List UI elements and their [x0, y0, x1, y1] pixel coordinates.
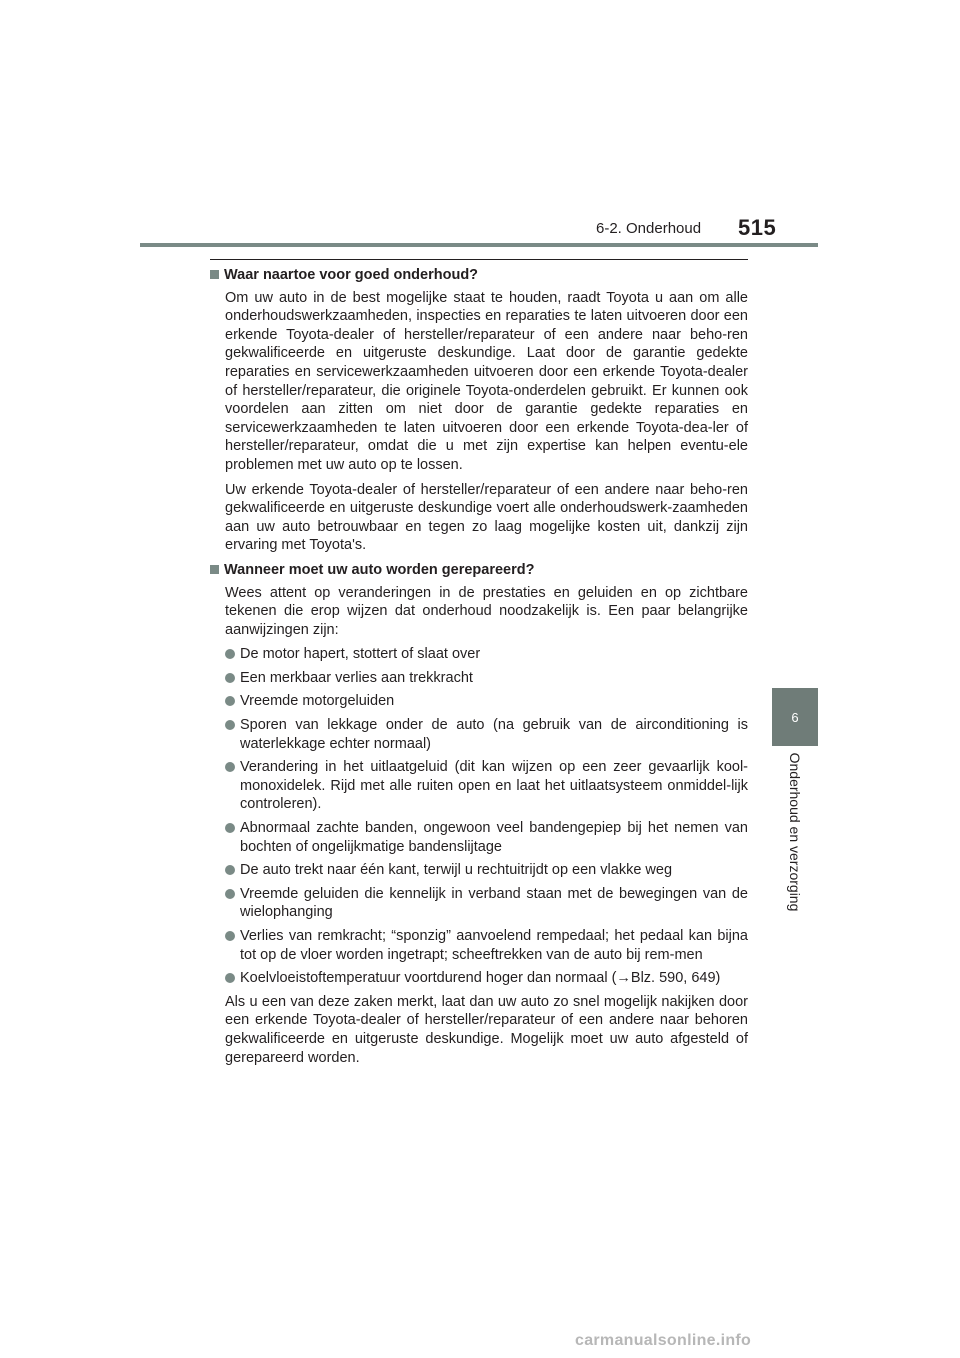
list-item-text: De auto trekt naar één kant, terwijl u rechtuitrijdt op een vlakke weg [240, 862, 673, 879]
list-item [225, 969, 748, 988]
section-heading-text: Waar naartoe voor goed onderhoud? [224, 267, 479, 283]
section-where-maintenance [210, 266, 748, 555]
section-heading-text: Wanneer moet uw auto worden gerepareerd? [224, 561, 535, 578]
circle-bullet-icon [225, 889, 235, 899]
list-item-text: Verandering in het uitlaatgeluid (dit kan wijzen op een zeer gevaarlijk kool-monoxidelek. Rijd met alle ruiten open en laat het uitlaatsysteem onmiddel-lijk controleren). [240, 759, 748, 813]
page-number: 515 [738, 215, 777, 240]
paragraph-intro: Wees attent op veranderingen in de prestaties en geluiden en op zichtbare tekenen die erop wijzen dat onderhoud noodzakelijk is. Een paar belangrijke aanwijzingen zijn: [225, 584, 748, 638]
section-heading [210, 266, 748, 285]
circle-bullet-icon [225, 973, 235, 983]
section-label: 6-2. Onderhoud [596, 220, 702, 237]
list-item-text: De motor hapert, stottert of slaat over [240, 646, 481, 663]
content-top-rule [210, 259, 748, 260]
circle-bullet-icon [225, 696, 235, 706]
circle-bullet-icon [225, 720, 235, 730]
circle-bullet-icon [225, 762, 235, 772]
list-item [225, 861, 748, 880]
list-item-text: Sporen van lekkage onder de auto (na gebruik van de airconditioning is waterlekkage echter normaal) [240, 717, 748, 752]
paragraph: Om uw auto in de best mogelijke staat te houden, raadt Toyota u aan om alle onderhoudswerkzaamheden, inspecties en reparaties te laten uitvoeren door een erkende Toyota-dealer of hersteller/reparateur of een andere naar beho-ren gekwalificeerde en uitgeruste deskundige. Laat door de garantie gedekte reparaties en servicewerkzaamheden uitvoeren door een erkende Toyota-dealer of hersteller/reparateur, die originele Toyota-onderdelen gebruikt. Er kunnen ook voordelen aan zitten om niet door de garantie gedekte reparaties en servicewerkzaamheden te laten uitvoeren door een erkende Toyota-dea-ler of hersteller/reparateur, omdat die u met zijn expertise kan helpen eventu-ele problemen met uw auto op te lossen. [225, 289, 748, 473]
chapter-number: 6 [791, 709, 799, 725]
paragraph: Uw erkende Toyota-dealer of hersteller/reparateur of een andere naar beho-ren gekwalificeerde en uitgeruste deskundige voert alle onderhoudswerk-zaamheden aan uw auto betrouwbaar en tegen zo laag mogelijke kosten uit, dankzij zijn ervaring met Toyota's. [225, 481, 748, 554]
circle-bullet-icon [225, 931, 235, 941]
paragraph-closing: Als u een van deze zaken merkt, laat dan uw auto zo snel mogelijk nakijken door een erkende Toyota-dealer of hersteller/reparateur of een andere naar behoren gekwalificeerde en uitgeruste deskundige. Mogelijk moet uw auto afgesteld of gerepareerd worden. [225, 993, 748, 1066]
circle-bullet-icon [225, 649, 235, 659]
list-item-text: Een merkbaar verlies aan trekkracht [240, 669, 473, 686]
list-item [225, 692, 748, 711]
circle-bullet-icon [225, 823, 235, 833]
list-item [225, 927, 748, 964]
circle-bullet-icon [225, 673, 235, 683]
list-item [225, 716, 748, 753]
list-item-text: Vreemde motorgeluiden [240, 693, 395, 710]
list-item [225, 645, 748, 664]
list-item-text: Verlies van remkracht; “sponzig” aanvoelend rempedaal; het pedaal kan bijna tot op de vloer worden ingetrapt; scheeftrekken van de auto bij rem-men [240, 928, 748, 963]
list-item [225, 885, 748, 922]
list-item-text: Abnormaal zachte banden, ongewoon veel bandengepiep bij het nemen van bochten of ongelijkmatige bandenslijtage [240, 820, 748, 855]
list-item-text: Vreemde geluiden die kennelijk in verband staan met de bewegingen van de wielophanging [240, 885, 748, 921]
circle-bullet-icon [225, 865, 235, 875]
chapter-tab[interactable] [772, 688, 818, 746]
list-item-text: Koelvloeistoftemperatuur voortdurend hoger dan normaal (→Blz. 590, 649) [240, 970, 721, 987]
list-item [225, 669, 748, 688]
page-content [210, 266, 748, 1073]
square-bullet-icon [210, 565, 219, 574]
square-bullet-icon [210, 270, 219, 279]
list-item [225, 758, 748, 814]
chapter-title: Onderhoud en verzorging [787, 752, 803, 912]
list-item [225, 819, 748, 856]
header-rule [140, 243, 818, 247]
section-heading [210, 561, 748, 580]
watermark: carmanualsonline.info [575, 1332, 752, 1349]
section-when-repair [210, 561, 748, 1067]
